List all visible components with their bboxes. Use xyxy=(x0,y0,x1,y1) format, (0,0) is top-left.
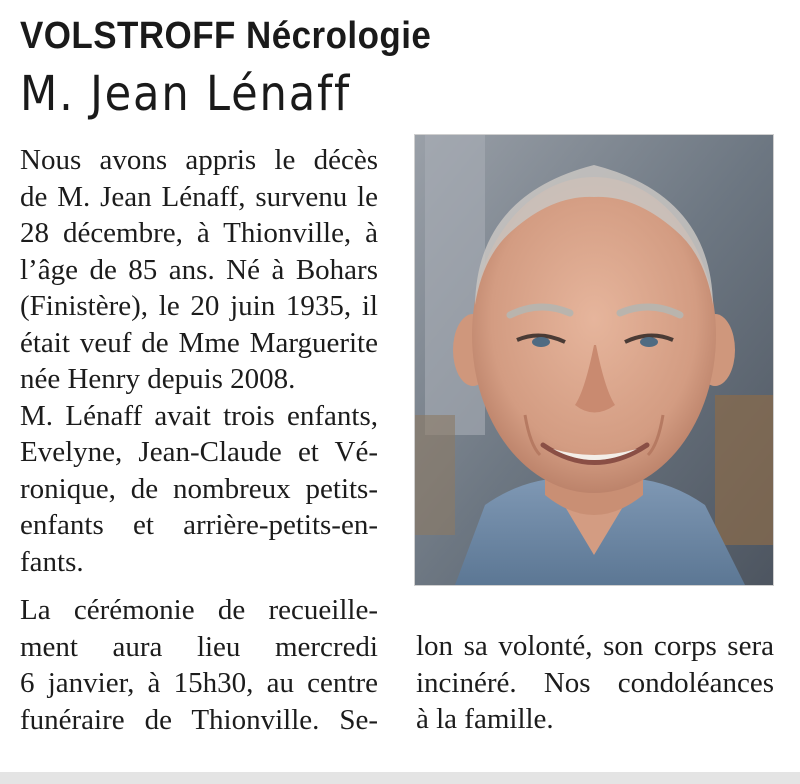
portrait-illustration xyxy=(415,135,773,585)
text-line: était veuf de Mme Marguerite xyxy=(20,326,378,359)
text-line: ronique, de nombreux petits- xyxy=(20,472,378,505)
article-body-left xyxy=(20,142,378,580)
text-line: de M. Jean Lénaff, survenu le xyxy=(20,180,378,213)
text-line: ment aura lieu mercredi xyxy=(20,630,378,663)
text-line: née Henry depuis 2008. xyxy=(20,363,296,395)
bottom-divider xyxy=(0,772,800,784)
section-kicker: VOLSTROFF Nécrologie xyxy=(20,15,432,57)
text-line: M. Lénaff avait trois enfants, xyxy=(20,399,378,432)
text-line: 6 janvier, à 15h30, au centre xyxy=(20,667,378,699)
text-line: lon sa volonté, son corps sera xyxy=(416,630,774,662)
article-body-ceremony-left xyxy=(20,592,378,738)
text-line: fants. xyxy=(20,545,84,578)
text-line: Nous avons appris le décès xyxy=(20,144,378,176)
text-line: enfants et arrière-petits-en- xyxy=(20,509,378,541)
text-line: (Finistère), le 20 juin 1935, il xyxy=(20,290,378,322)
text-line: l’âge de 85 ans. Né à Bohars xyxy=(20,253,378,286)
text-line: funéraire de Thionville. Se- xyxy=(20,703,378,736)
article-title: M. Jean Lénaff xyxy=(20,66,352,122)
text-line: La cérémonie de recueille- xyxy=(20,594,378,626)
text-line: incinéré. Nos condoléances xyxy=(416,666,774,699)
text-line: à la famille. xyxy=(416,703,554,735)
text-line: Evelyne, Jean-Claude et Vé- xyxy=(20,436,378,468)
text-line: 28 décembre, à Thionville, à xyxy=(20,217,378,249)
article-body-ceremony-right xyxy=(416,628,774,738)
portrait-photo xyxy=(414,134,774,586)
